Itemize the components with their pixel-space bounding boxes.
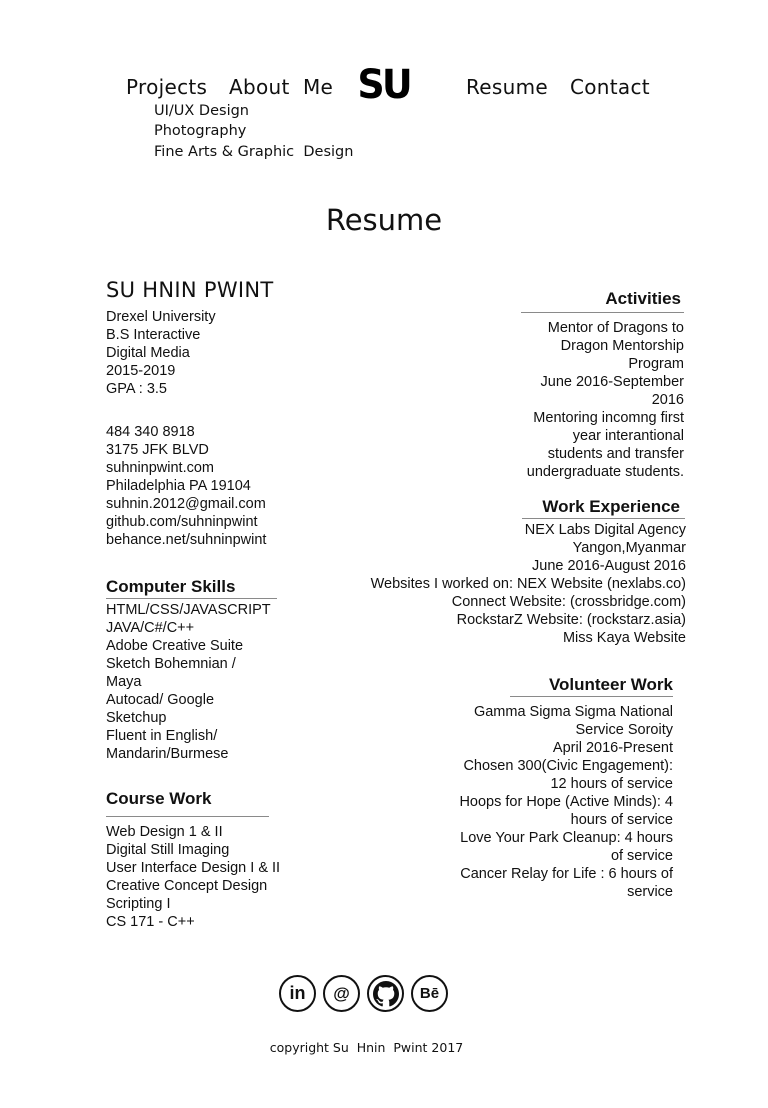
list-item: Autocad/ Google [106,692,215,708]
list-item: Fluent in English/ [106,728,218,744]
list-item: students and transfer [547,446,684,462]
nav-resume[interactable]: Resume [466,75,548,99]
list-item: Sketchup [106,710,167,726]
logo[interactable]: SU [357,62,410,108]
submenu-fine-arts[interactable]: Fine Arts & Graphic Design [154,144,354,160]
education-block [106,308,216,398]
list-item: RockstarZ Website: (rockstarz.asia) [456,612,686,628]
list-item: Web Design 1 & II [106,824,223,840]
activities-list [527,319,684,481]
social-links [279,975,448,1012]
list-item: Websites I worked on: NEX Website (nexlabs.co) [370,576,686,592]
contact-phone: 484 340 8918 [106,424,195,440]
list-item: JAVA/C#/C++ [106,620,195,636]
divider [521,312,684,313]
course-work-heading: Course Work [106,789,212,808]
list-item: 2016 [651,392,684,408]
list-item: Creative Concept Design [106,878,268,894]
work-experience-list [371,521,686,647]
nav-projects[interactable]: Projects [126,75,208,99]
course-work-list [106,823,280,931]
list-item: Miss Kaya Website [562,630,686,646]
nav-contact[interactable]: Contact [570,75,650,99]
copyright-text: copyright Su Hnin Pwint 2017 [269,1040,464,1055]
list-item: Digital Still Imaging [106,842,230,858]
submenu-photography[interactable]: Photography [154,123,247,139]
list-item: NEX Labs Digital Agency [524,522,686,538]
list-item: Dragon Mentorship [560,338,684,354]
nav-about-me[interactable]: About Me [229,75,334,99]
list-item: Scripting I [106,896,171,912]
linkedin-icon[interactable] [279,975,316,1012]
list-item: June 2016-September [540,374,684,390]
github-icon[interactable] [367,975,404,1012]
behance-icon-label: Bē [419,985,440,1002]
computer-skills-list [106,601,271,763]
list-item: Cancer Relay for Life : 6 hours of [460,866,673,882]
divider [106,598,277,599]
list-item: Service Soroity [575,722,673,738]
contact-address: 3175 JFK BLVD [106,442,209,458]
email-icon-label: @ [333,983,350,1003]
computer-skills-heading: Computer Skills [106,577,236,596]
list-item: of service [610,848,673,864]
list-item: Mandarin/Burmese [106,746,229,762]
list-item: Sketch Bohemnian / [106,656,236,672]
list-item: Mentoring incomng first [533,410,684,426]
list-item: CS 171 - C++ [106,914,195,930]
contact-behance[interactable]: behance.net/suhninpwint [106,532,267,548]
list-item: June 2016-August 2016 [532,558,686,574]
list-item: Yangon,Myanmar [572,540,686,556]
contact-block [106,423,266,549]
github-octocat-icon [373,981,399,1007]
divider [510,696,673,697]
page-title: Resume [325,203,443,237]
education-line: Drexel University [106,309,216,325]
volunteer-work-heading: Volunteer Work [548,675,673,694]
list-item: undergraduate students. [526,464,684,480]
list-item: year interantional [572,428,684,444]
list-item: April 2016-Present [552,740,673,756]
contact-city: Philadelphia PA 19104 [106,478,251,494]
activities-heading: Activities [605,289,681,308]
volunteer-work-list [459,703,673,901]
divider [106,816,269,817]
divider [522,518,685,519]
education-line: B.S Interactive [106,327,201,343]
linkedin-icon-label: in [289,983,306,1003]
behance-icon[interactable] [411,975,448,1012]
education-line: Digital Media [106,345,190,361]
education-line: GPA : 3.5 [106,381,167,397]
list-item: Chosen 300(Civic Engagement): [463,758,673,774]
education-line: 2015-2019 [106,363,176,379]
contact-website[interactable]: suhninpwint.com [106,460,214,476]
list-item: Program [628,356,684,372]
list-item: service [627,884,673,900]
list-item: Hoops for Hope (Active Minds): 4 [459,794,673,810]
list-item: 12 hours of service [550,776,673,792]
email-icon[interactable] [323,975,360,1012]
contact-email[interactable]: suhnin.2012@gmail.com [106,496,266,512]
list-item: Mentor of Dragons to [547,320,684,336]
work-experience-heading: Work Experience [542,497,680,516]
list-item: Gamma Sigma Sigma National [473,704,673,720]
resume-name: SU HNIN PWINT [106,278,274,302]
list-item: Maya [106,674,142,690]
list-item: Connect Website: (crossbridge.com) [451,594,686,610]
list-item: Adobe Creative Suite [106,638,244,654]
list-item: hours of service [570,812,673,828]
list-item: Love Your Park Cleanup: 4 hours [460,830,673,846]
contact-github[interactable]: github.com/suhninpwint [106,514,258,530]
list-item: HTML/CSS/JAVASCRIPT [106,602,271,618]
list-item: User Interface Design I & II [106,860,281,876]
submenu-ui-ux[interactable]: UI/UX Design [154,103,249,119]
